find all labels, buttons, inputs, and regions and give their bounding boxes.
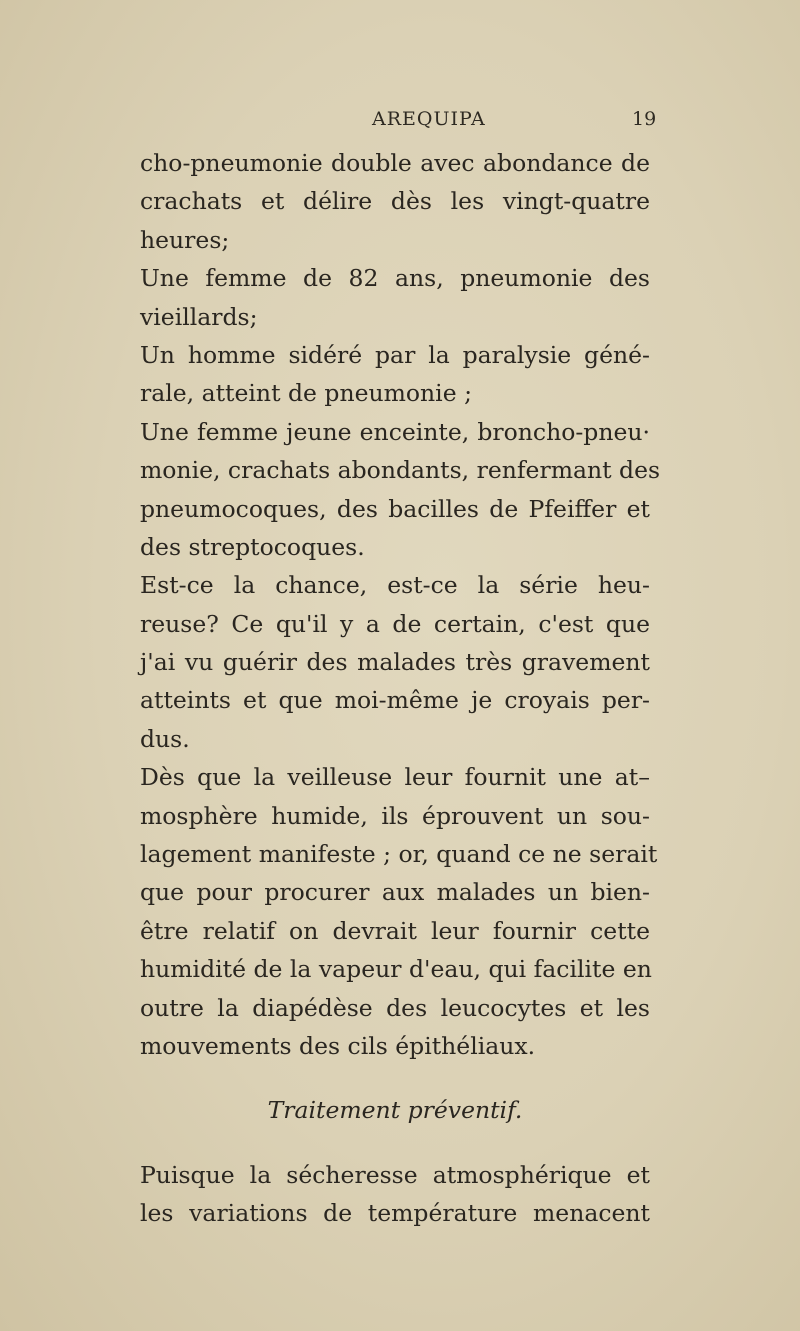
text-line: mouvements des cils épithéliaux. [140, 1031, 536, 1060]
text-line: heures; [140, 225, 230, 254]
text-line: j'ai vu guérir des malades très gravement [140, 648, 650, 677]
section-spacer [140, 1130, 650, 1156]
text-line: Un homme sidéré par la paralysie géné- [140, 340, 650, 369]
text-line: des streptocoques. [140, 532, 365, 561]
text-line: rale, atteint de pneumonie ; [140, 379, 472, 408]
text-line: que pour procurer aux malades un bien- [140, 878, 650, 907]
text-line: monie, crachats abondants, renfermant des [140, 456, 661, 485]
text-line: pneumocoques, des bacilles de Pfeiffer et [140, 494, 650, 523]
text-line: Une femme jeune enceinte, broncho-pneu· [140, 417, 650, 446]
text-line: être relatif on devrait leur fournir cette [140, 916, 650, 945]
text-line: reuse? Ce qu'il y a de certain, c'est que [140, 609, 650, 638]
text-line: dus. [140, 724, 190, 753]
section-spacer [140, 1065, 650, 1091]
text-line: lagement manifeste ; or, quand ce ne serait [140, 840, 658, 869]
text-line: outre la diapédèse des leucocytes et les [140, 993, 650, 1022]
page-header [0, 108, 800, 138]
text-line: Est-ce la chance, est-ce la série heu- [140, 571, 650, 600]
running-title: AREQUIPA [372, 108, 486, 130]
text-line: humidité de la vapeur d'eau, qui facilite en [140, 955, 652, 984]
body-text [140, 144, 661, 1233]
text-line: crachats et délire dès les vingt-quatre [140, 187, 650, 216]
text-line: mosphère humide, ils éprouvent un sou- [140, 801, 650, 830]
text-line: Puisque la sécheresse atmosphérique et [140, 1160, 650, 1189]
text-line: Dès que la veilleuse leur fournit une at– [140, 763, 650, 792]
text-line: les variations de température menacent [140, 1199, 650, 1228]
text-line: atteints et que moi-même je croyais per- [140, 686, 650, 715]
page-number: 19 [632, 108, 657, 130]
section-heading: Traitement préventif. [267, 1096, 523, 1125]
text-line: vieillards; [140, 302, 258, 331]
text-line: Une femme de 82 ans, pneumonie des [140, 264, 650, 293]
text-line: cho-pneumonie double avec abondance de [140, 149, 650, 177]
